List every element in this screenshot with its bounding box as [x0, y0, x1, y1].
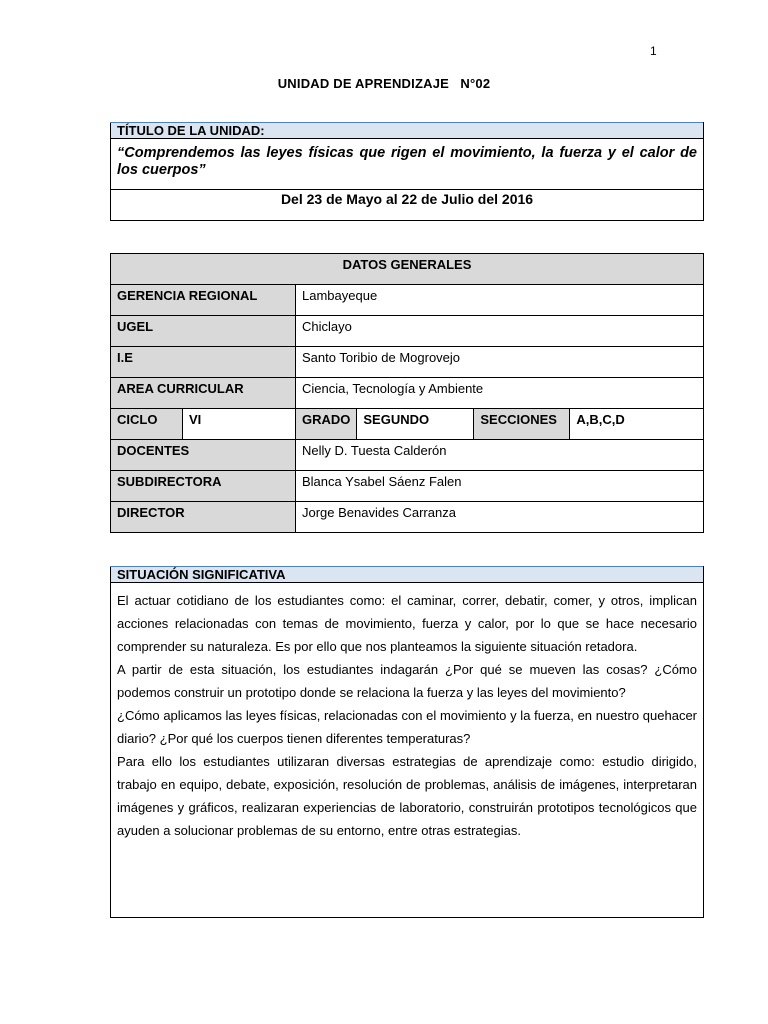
- secciones-label: SECCIONES: [474, 409, 570, 440]
- situation-header: SITUACIÓN SIGNIFICATIVA: [111, 567, 704, 583]
- table-row: [111, 471, 704, 502]
- situation-paragraph: A partir de esta situación, los estudiantes indagarán ¿Por qué se mueven las cosas? ¿Cómo podemos construir un prototipo donde se relaciona la fuerza y las leyes del movimiento?: [117, 662, 697, 700]
- table-row: [111, 440, 704, 471]
- row-value: Santo Toribio de Mogrovejo: [296, 347, 704, 378]
- page-number: 1: [650, 44, 657, 58]
- unit-title-text: “Comprendemos las leyes físicas que rigen el movimiento, la fuerza y el calor de los cuerpos”: [111, 139, 704, 190]
- row-value: Ciencia, Tecnología y Ambiente: [296, 378, 704, 409]
- situation-table: [110, 566, 704, 918]
- table-row: [111, 409, 704, 440]
- table-row: [111, 285, 704, 316]
- row-label: DIRECTOR: [111, 502, 296, 533]
- row-label: I.E: [111, 347, 296, 378]
- table-row: [111, 347, 704, 378]
- row-label: DOCENTES: [111, 440, 296, 471]
- general-data-table: [110, 253, 704, 533]
- situation-paragraph: Para ello los estudiantes utilizaran diversas estrategias de aprendizaje como: estudio dirigido, trabajo en equipo, debate, exposición, resolución de problemas, análisis de imágenes, interpretaran imágenes y gráficos, realizaran experiencias de laboratorio, construirán prototipos tecnológicos que ayuden a solucionar problemas de su entorno, entre otras estrategias.: [117, 754, 697, 838]
- unit-title-header: TÍTULO DE LA UNIDAD:: [111, 123, 704, 139]
- row-label: UGEL: [111, 316, 296, 347]
- row-label: GERENCIA REGIONAL: [111, 285, 296, 316]
- ciclo-value: VI: [183, 409, 296, 440]
- secciones-value: A,B,C,D: [570, 409, 704, 440]
- row-value: Lambayeque: [296, 285, 704, 316]
- row-value: Chiclayo: [296, 316, 704, 347]
- table-row: [111, 378, 704, 409]
- table-row: [111, 502, 704, 533]
- general-data-header: DATOS GENERALES: [111, 254, 704, 285]
- situation-paragraph: ¿Cómo aplicamos las leyes físicas, relacionadas con el movimiento y la fuerza, en nuestro quehacer diario? ¿Por qué los cuerpos tienen diferentes temperaturas?: [117, 708, 697, 746]
- grado-value: SEGUNDO: [357, 409, 474, 440]
- row-label: AREA CURRICULAR: [111, 378, 296, 409]
- grado-label: GRADO: [296, 409, 357, 440]
- row-value: Jorge Benavides Carranza: [296, 502, 704, 533]
- document-title: UNIDAD DE APRENDIZAJE N°02: [277, 76, 491, 91]
- row-label: SUBDIRECTORA: [111, 471, 296, 502]
- row-value: Blanca Ysabel Sáenz Falen: [296, 471, 704, 502]
- table-row: [111, 316, 704, 347]
- situation-paragraph: El actuar cotidiano de los estudiantes como: el caminar, correr, debatir, comer, y otros, implican acciones relacionadas con temas de movimiento, fuerza y calor, por lo que se hace necesario comprender su naturaleza. Es por ello que nos planteamos la siguiente situación retadora.: [117, 593, 697, 654]
- row-value: Nelly D. Tuesta Calderón: [296, 440, 704, 471]
- situation-body: [111, 583, 704, 918]
- unit-title-table: [110, 122, 704, 221]
- unit-dates: Del 23 de Mayo al 22 de Julio del 2016: [111, 190, 704, 221]
- ciclo-label: CICLO: [111, 409, 183, 440]
